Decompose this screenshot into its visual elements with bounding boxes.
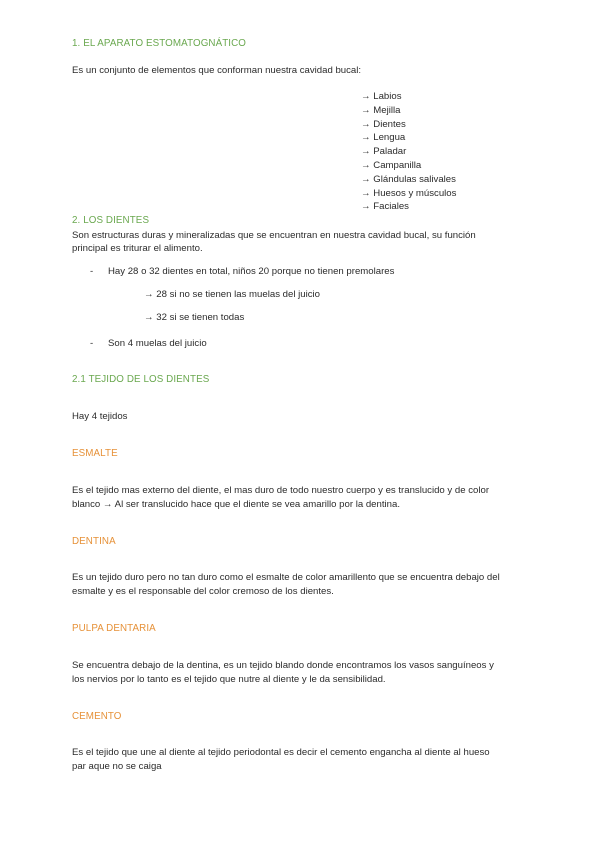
cemento-text-line-2: par aque no se caiga	[72, 761, 162, 772]
bullet-dash: -	[90, 338, 94, 349]
bullet-item-teeth-count: Hay 28 o 32 dientes en total, niños 20 porque no tienen premolares	[108, 266, 395, 277]
section-2-paragraph-line-1: Son estructuras duras y mineralizadas que se encuentran en nuestra cavidad bucal, su función	[72, 230, 476, 241]
esmalte-title: ESMALTE	[72, 448, 118, 459]
list-item: → Faciales	[361, 201, 409, 213]
section-2-1-title: 2.1 TEJIDO DE LOS DIENTES	[72, 374, 210, 385]
list-item: → Campanilla	[361, 159, 422, 171]
pulpa-text-line-2: los nervios por lo tanto es el tejido que nutre al diente y le da sensibilidad.	[72, 674, 386, 685]
list-item: → Dientes	[361, 118, 406, 130]
esmalte-text-line-1: Es el tejido mas externo del diente, el mas duro de todo nuestro cuerpo y es translucido y de color	[72, 485, 490, 496]
section-2-title: 2. LOS DIENTES	[72, 215, 150, 226]
dentina-text-line-2: esmalte y es el responsable del color cremoso de los dientes.	[72, 586, 334, 597]
list-item: → Huesos y músculos	[361, 187, 457, 199]
cemento-title: CEMENTO	[72, 711, 122, 722]
section-2-1-intro: Hay 4 tejidos	[72, 411, 128, 422]
list-item: → Paladar	[361, 146, 407, 158]
bullet-item-wisdom-teeth: Son 4 muelas del juicio	[108, 338, 207, 349]
dentina-text-line-1: Es un tejido duro pero no tan duro como el esmalte de color amarillento que se encuentra debajo del	[72, 572, 500, 583]
pulpa-text-line-1: Se encuentra debajo de la dentina, es un tejido blando donde encontramos los vasos sanguíneos y	[72, 660, 494, 671]
esmalte-text-line-2: blanco → Al ser translucido hace que el diente se vea amarillo por la dentina.	[72, 499, 400, 510]
sub-item-28: → 28 si no se tienen las muelas del juicio	[144, 289, 320, 300]
list-item: → Mejilla	[361, 104, 401, 116]
dentina-title: DENTINA	[72, 536, 116, 547]
section-2-paragraph-line-2: principal es triturar el alimento.	[72, 243, 203, 254]
pulpa-title: PULPA DENTARIA	[72, 623, 156, 634]
list-item: → Labios	[361, 91, 402, 102]
list-item: → Glándulas salivales	[361, 173, 456, 185]
bullet-dash: -	[90, 266, 94, 277]
cemento-text-line-1: Es el tejido que une al diente al tejido periodontal es decir el cemento engancha al diente al hueso	[72, 747, 490, 758]
section-1-intro: Es un conjunto de elementos que conforman nuestra cavidad bucal:	[72, 65, 362, 76]
list-item: → Lengua	[361, 132, 406, 144]
sub-item-32: → 32 si se tienen todas	[144, 312, 245, 323]
organ-list	[361, 90, 456, 214]
section-1-title: 1. EL APARATO ESTOMATOGNÁTICO	[72, 38, 247, 49]
